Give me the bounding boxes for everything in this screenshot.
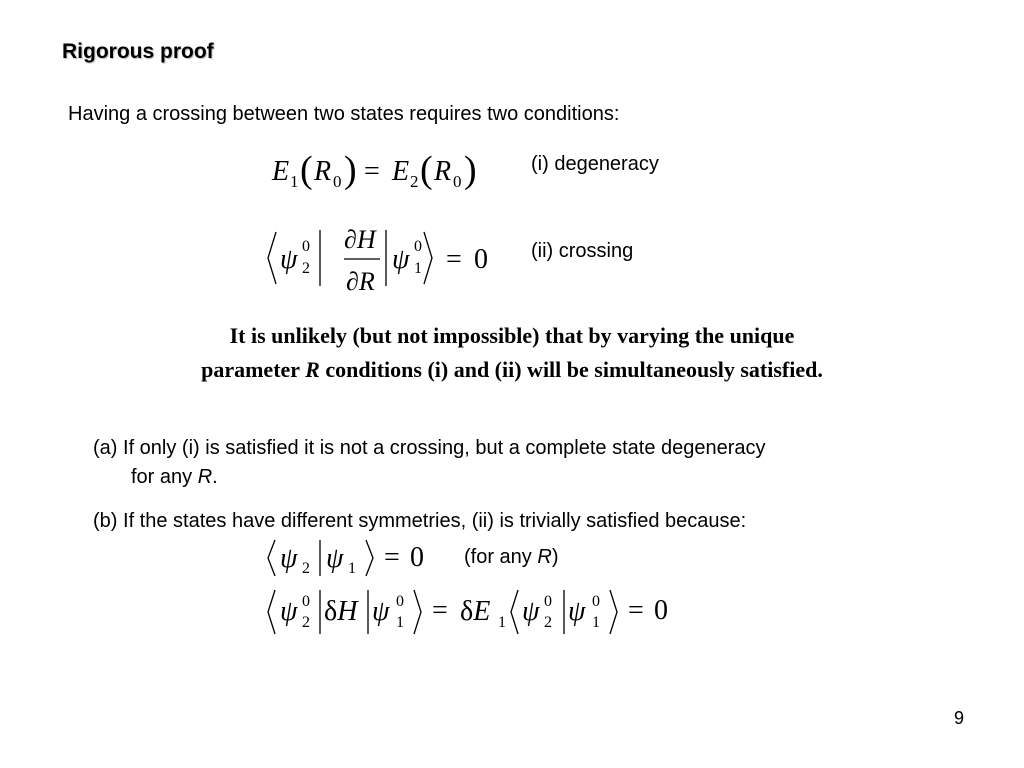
key-statement-line1: It is unlikely (but not impossible) that by varying the unique (229, 323, 795, 348)
svg-text:1: 1 (290, 172, 299, 191)
svg-text:0: 0 (410, 542, 424, 573)
list-item-a-text: If only (i) is satisfied it is not a crossing, but a complete state degeneracy (123, 437, 766, 459)
svg-text:1: 1 (348, 560, 356, 577)
svg-text:2: 2 (544, 614, 552, 631)
svg-text:0: 0 (592, 593, 600, 610)
svg-text:1: 1 (396, 614, 404, 631)
svg-text:1: 1 (414, 260, 422, 277)
svg-text:ψ: ψ (280, 596, 298, 627)
svg-text:0: 0 (302, 238, 310, 255)
list-item-a-variable: R (197, 466, 213, 488)
svg-text:2: 2 (410, 172, 419, 191)
svg-text:0: 0 (333, 172, 342, 191)
matrix-element-equation (262, 586, 682, 638)
key-statement (0, 319, 1024, 387)
list-item-a (93, 434, 766, 492)
svg-text:0: 0 (414, 238, 422, 255)
svg-text:ψ: ψ (522, 596, 540, 627)
list-item-b (93, 507, 746, 536)
for-any-r-pre: (for any (464, 546, 538, 568)
condition-label-crossing: (ii) crossing (531, 240, 634, 262)
svg-text:ψ: ψ (280, 543, 298, 574)
svg-text:=: = (446, 244, 462, 275)
for-any-r-variable: R (537, 546, 552, 568)
slide-title: Rigorous proof (62, 40, 214, 63)
svg-text:R: R (314, 156, 332, 187)
svg-text:ψ: ψ (280, 244, 298, 275)
list-item-a-line2 (93, 463, 766, 492)
svg-text:): ) (344, 149, 357, 191)
svg-text:(: ( (420, 149, 433, 191)
key-statement-line2-post: conditions (i) and (ii) will be simultaneously satisfied. (319, 357, 823, 382)
key-statement-variable: R (305, 357, 320, 382)
intro-text: Having a crossing between two states requires two conditions: (68, 103, 620, 125)
svg-text:δE: δE (460, 596, 491, 627)
page-number: 9 (953, 708, 964, 728)
svg-text:∂H: ∂H (344, 225, 376, 254)
svg-text:0: 0 (396, 593, 404, 610)
svg-text:0: 0 (654, 595, 668, 626)
svg-text:ψ: ψ (568, 596, 586, 627)
list-item-b-text: If the states have different symmetries, (ii) is trivially satisfied because: (123, 510, 747, 532)
svg-text:1: 1 (498, 614, 506, 631)
svg-text:E: E (272, 156, 290, 187)
orthogonality-equation (262, 536, 442, 582)
svg-text:E: E (392, 156, 410, 187)
key-statement-line2-pre: parameter (201, 357, 306, 382)
list-item-a-marker: (a) (93, 437, 118, 459)
svg-text:2: 2 (302, 560, 310, 577)
for-any-r-post: ) (551, 546, 559, 568)
svg-text:(: ( (300, 149, 313, 191)
svg-text:0: 0 (302, 593, 310, 610)
svg-text:R: R (434, 156, 452, 187)
list-item-a-line2-pre: for any (131, 466, 198, 488)
svg-text:=: = (628, 595, 644, 626)
svg-text:ψ: ψ (372, 596, 390, 627)
svg-text:ψ: ψ (392, 244, 410, 275)
for-any-r-label (464, 546, 558, 569)
condition-label-degeneracy: (i) degeneracy (531, 153, 659, 175)
svg-text:=: = (364, 156, 380, 187)
svg-text:0: 0 (474, 244, 488, 275)
list-item-a-line2-post: . (212, 466, 218, 488)
svg-text:2: 2 (302, 260, 310, 277)
svg-text:∂R: ∂R (346, 267, 375, 296)
svg-text:δH: δH (324, 596, 358, 627)
list-item-a-line1 (93, 434, 766, 463)
crossing-equation (262, 218, 502, 300)
svg-text:2: 2 (302, 614, 310, 631)
svg-text:): ) (464, 149, 477, 191)
svg-text:0: 0 (453, 172, 462, 191)
svg-text:=: = (384, 542, 400, 573)
svg-text:=: = (432, 595, 448, 626)
key-statement-line2 (0, 353, 1024, 387)
list-item-b-marker: (b) (93, 510, 118, 532)
degeneracy-equation (268, 146, 498, 194)
svg-text:0: 0 (544, 593, 552, 610)
svg-text:1: 1 (592, 614, 600, 631)
svg-text:ψ: ψ (326, 543, 344, 574)
